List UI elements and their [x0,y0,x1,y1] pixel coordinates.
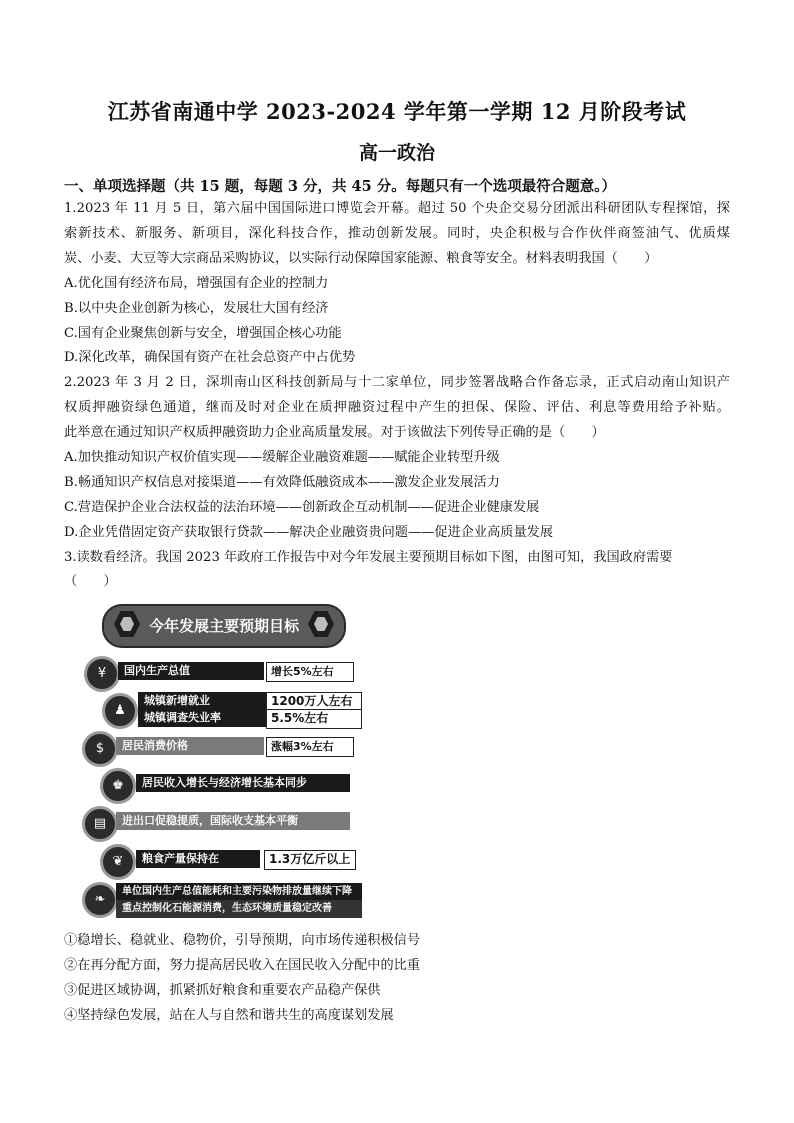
grain-label: 粮食产量保持在 [136,850,260,868]
q1-option-a: A.优化国有经济布局，增强国有企业的控制力 [64,276,329,291]
yuan-icon: ¥ [84,656,120,692]
trade-icon: ▤ [82,806,118,842]
cpi-label: 居民消费价格 [116,737,264,755]
subject-title: 高一政治 [358,142,435,164]
q3-choice-2: ②在再分配方面，努力提高居民收入在国民收入分配中的比重 [64,958,421,973]
q1-option-d: D.深化改革，确保国有资产在社会总资产中占优势 [64,350,356,365]
grain-value: 1.3万亿斤以上 [264,850,356,870]
q1-option-c: C.国有企业聚焦创新与安全，增强国企核心功能 [64,326,342,341]
q3-choice-4: ④坚持绿色发展，站在人与自然和谐共生的高度谋划发展 [64,1008,394,1023]
environment-label: 重点控制化石能源消费，生态环境质量稳定改善 [116,900,362,918]
q3-line-1: 3.读数看经济。我国 2023 年政府工作报告中对今年发展主要预期目标如下图，由图可知，我国政府需要 [64,550,673,565]
q2-line-3: 此举意在通过知识产权质押融资助力企业高质量发展。对于该做法下列传导正确的是（ ） [64,425,605,440]
q3-choice-1: ①稳增长、稳就业、稳物价，引导预期，向市场传递积极信号 [64,933,421,948]
gdp-value: 增长5%左右 [266,662,354,682]
section-heading: 一、单项选择题（共 15 题，每题 3 分，共 45 分。每题只有一个选项最符合题意。） [64,178,616,195]
q1-line-1: 1.2023 年 11 月 5 日，第六届中国国际进口博览会开幕。超过 50 个央企交易分团派出科研团队专程探馆，探 [64,201,730,216]
gdp-label: 国内生产总值 [118,662,264,680]
unemployment-label: 城镇调查失业率 [138,709,268,727]
q2-option-a: A.加快推动知识产权价值实现——缓解企业融资难题——赋能企业转型升级 [64,450,500,465]
money-bag-icon: $ [82,731,118,767]
employment-value: 1200万人左右 [266,692,362,712]
q1-line-3: 炭、小麦、大豆等大宗商品采购协议，以实际行动保障国家能源、粮食等安全。材料表明我国（ ） [64,251,658,266]
trade-label: 进出口促稳提质，国际收支基本平衡 [116,812,350,830]
employment-label: 城镇新增就业 [138,692,268,710]
energy-label: 单位国内生产总值能耗和主要污染物排放量继续下降 [116,883,362,901]
infographic-banner [102,604,346,648]
q3-line-2: （ ） [64,574,117,589]
q2-option-c: C.营造保护企业合法权益的法治环境——创新政企互动机制——促进企业健康发展 [64,500,540,515]
infographic-title: 今年发展主要预期目标 [148,617,299,635]
person-icon: ♟ [102,693,138,729]
q1-line-2: 索新技术、新服务、新项目，深化科技合作，推动创新发展。同时，央企积极与合作伙伴商签油气、优质煤 [64,226,730,241]
grain-icon: ❦ [100,844,136,880]
exam-title: 江苏省南通中学 2023-2024 学年第一学期 12 月阶段考试 [107,99,687,124]
people-icon: ♚ [100,768,136,804]
q2-option-d: D.企业凭借固定资产获取银行贷款——解决企业融资贵问题——促进企业高质量发展 [64,525,554,540]
q2-line-2: 权质押融资绿色通道，继而及时对企业在质押融资过程中产生的担保、保险、评估、利息等费用给予补贴。 [64,400,730,415]
q3-choice-3: ③促进区域协调，抓紧抓好粮食和重要农产品稳产保供 [64,983,381,998]
q2-line-1: 2.2023 年 3 月 2 日，深圳南山区科技创新局与十二家单位，同步签署战略合作备忘录，正式启动南山知识产 [64,375,730,390]
targets-infographic [78,600,378,922]
q1-option-b: B.以中央企业创新为核心，发展壮大国有经济 [64,301,329,316]
income-label: 居民收入增长与经济增长基本同步 [136,774,350,792]
q2-option-b: B.畅通知识产权信息对接渠道——有效降低融资成本——激发企业发展活力 [64,475,500,490]
unemployment-value: 5.5%左右 [266,709,362,729]
cpi-value: 涨幅3%左右 [266,737,354,757]
leaf-icon: ❧ [82,882,118,918]
